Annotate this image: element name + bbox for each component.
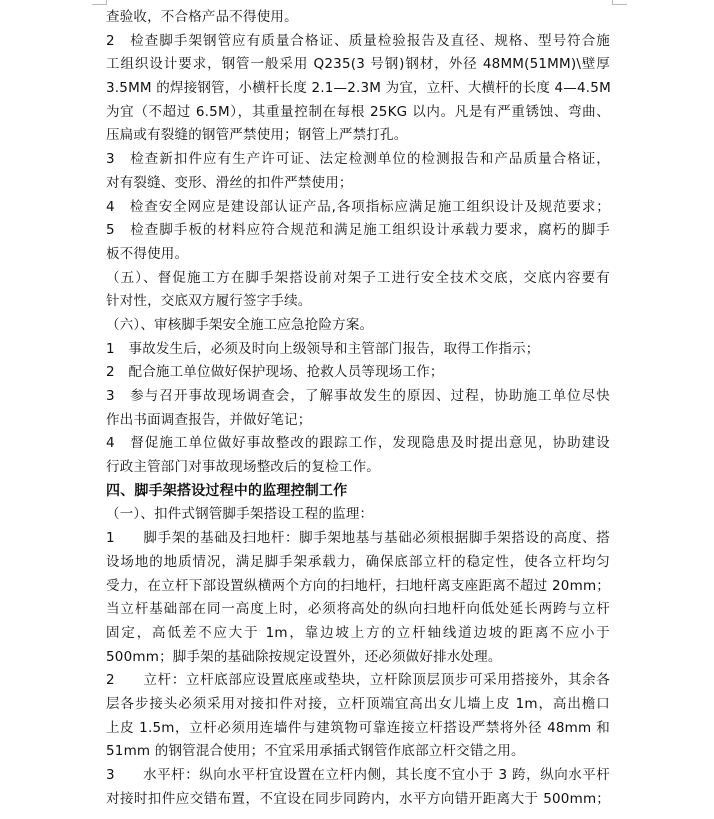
text-line: 压扁或有裂缝的钢管严禁使用；钢管上严禁打孔。: [106, 127, 408, 144]
text-line: 500mm；脚手架的基础除按规定设置外，还必须做好排水处理。: [106, 648, 502, 665]
text-line: 为宜（不超过 6.5M），其重量控制在每根 25KG 以内。凡是有严重锈蚀、弯曲、: [106, 103, 610, 120]
text-line: （六）、审核脚手架安全施工应急抢险方案。: [106, 316, 374, 333]
text-line: （一）、扣件式钢管脚手架搭设工程的监理：: [106, 506, 374, 523]
text-line: 作出书面调查报告，并做好笔记；: [106, 411, 312, 428]
margin-corner-mark-left: [92, 0, 107, 5]
text-line: 固定，高低差不应大于 1m，靠边坡上方的立杆轴线道边坡的距离不应小于: [106, 624, 610, 641]
text-line: 对有裂缝、变形、滑丝的扣件严禁使用；: [106, 174, 353, 191]
text-line: 1 脚手架的基础及扫地杆：脚手架地基与基础必须根据脚手架搭设的高度、搭: [106, 530, 610, 547]
text-line: 上皮 1.5m，立杆必须用连墙件与建筑物可靠连接立杆搭设严禁将外径 48mm 和: [106, 719, 610, 736]
text-line: 针对性，交底双方履行签字手续。: [106, 293, 312, 310]
text-line: 板不得使用。: [106, 245, 189, 262]
text-line: 工组织设计要求，钢管一般采用 Q235(3 号钢)钢材，外径 48MM(51MM)\壁厚: [106, 56, 610, 73]
text-line: 5 检查脚手板的材料应符合规范和满足施工组织设计承载力要求，腐朽的脚手: [106, 222, 610, 239]
section-heading: 四、脚手架搭设过程中的监理控制工作: [106, 482, 348, 499]
text-line: 查验收，不合格产品不得使用。: [106, 9, 298, 25]
text-line: 层各步接头必须采用对接扣件对接，立杆顶端宜高出女儿墙上皮 1m，高出檐口: [106, 695, 610, 712]
text-line: （五）、督促施工方在脚手架搭设前对架子工进行安全技术交底，交底内容要有: [106, 269, 610, 286]
text-line: 4 督促施工单位做好事故整改的跟踪工作，发现隐患及时提出意见，协助建设: [106, 435, 610, 452]
text-line: 对接时扣件应交错布置，不宜设在同步同跨内，水平方向错开距离大于 500mm；: [106, 790, 610, 807]
text-line: 受力，在立杆下部设置纵横两个方向的扫地杆，扫地杆离支座距离不超过 20mm；: [106, 577, 610, 594]
text-line: 3 水平杆：纵向水平杆宜设置在立杆内侧，其长度不宜小于 3 跨，纵向水平杆: [106, 767, 610, 783]
text-line: 行政主管部门对事故现场整改后的复检工作。: [106, 459, 380, 476]
text-line: 3 检查新扣件应有生产许可证、法定检测单位的检测报告和产品质量合格证，: [106, 151, 610, 168]
margin-corner-mark-right: [612, 0, 627, 5]
text-line: 2 立杆：立杆底部应设置底座或垫块，立杆除顶层顶步可采用搭接外，其余各: [106, 672, 610, 689]
text-line: 3.5MM 的焊接钢管，小横杆长度 2.1—2.3M 为宜，立杆、大横杆的长度 4—4.5M: [106, 80, 611, 97]
text-line: 3 参与召开事故现场调查会，了解事故发生的原因、过程，协助施工单位尽快: [106, 388, 610, 404]
text-line: 1 事故发生后，必须及时向上级领导和主管部门报告，取得工作指示；: [106, 340, 540, 357]
text-line: 2 配合施工单位做好保护现场、抢救人员等现场工作；: [106, 364, 444, 381]
text-line: 2 检查脚手架钢管应有质量合格证、质量检验报告及直径、规格、型号符合施: [106, 32, 610, 49]
text-line: 51mm 的钢管混合使用；不宜采用承插式钢管作底部立杆交错之用。: [106, 743, 525, 760]
document-body: [106, 6, 610, 811]
text-line: 当立杆基础部在同一高度上时，必须将高处的纵向扫地杆向低处延长两跨与立杆: [106, 601, 610, 618]
text-line: 4 检查安全网应是建设部认证产品,各项指标应满足施工组织设计及规范要求；: [106, 198, 610, 215]
text-line: 设场地的地质情况，满足脚手架承载力，确保底部立杆的稳定性，使各立杆均匀: [106, 553, 610, 570]
